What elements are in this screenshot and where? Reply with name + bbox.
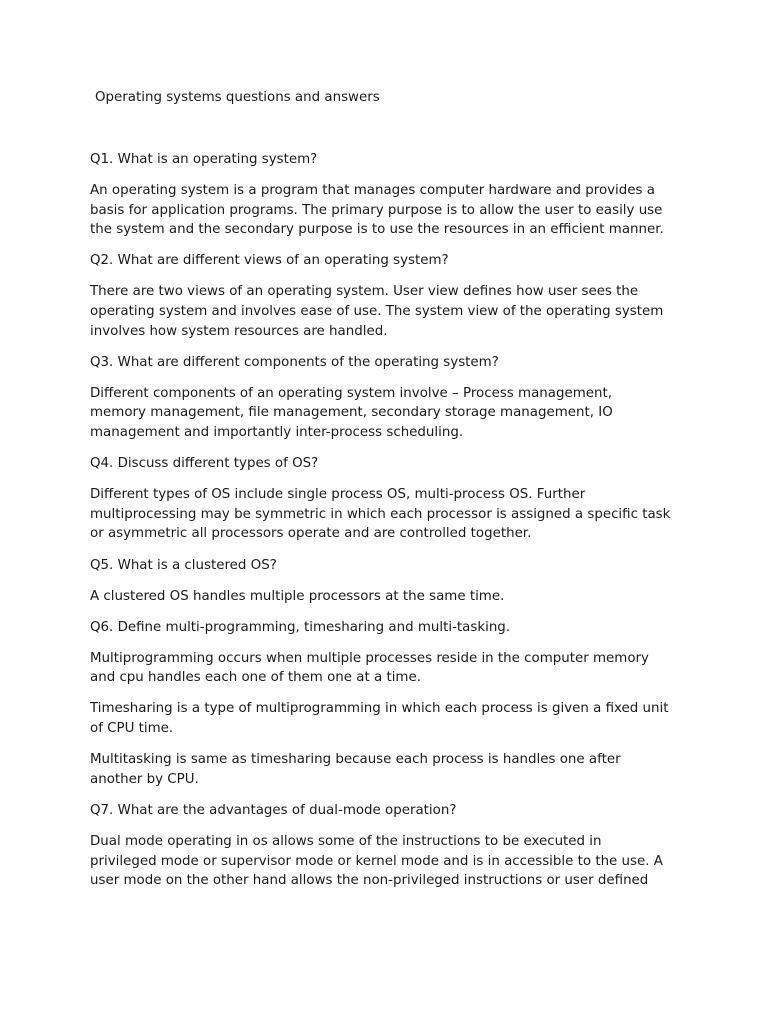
answer-line: basis for application programs. The primary purpose is to allow the user to easily use bbox=[90, 202, 663, 218]
answer-paragraph bbox=[90, 282, 690, 341]
question-q3: Q3. What are different components of the operating system? bbox=[90, 354, 499, 370]
answer-line: Timesharing is a type of multiprogramming in which each process is given a fixed unit bbox=[90, 701, 669, 717]
answer-line: involves how system resources are handled. bbox=[90, 323, 388, 339]
answer-line: An operating system is a program that manages computer hardware and provides a bbox=[90, 183, 655, 199]
answer-line: user mode on the other hand allows the non-privileged instructions or user defined bbox=[90, 873, 649, 889]
answer-paragraph bbox=[90, 832, 690, 891]
answer-line: privileged mode or supervisor mode or kernel mode and is in accessible to the use. A bbox=[90, 853, 663, 869]
answer-paragraph bbox=[90, 181, 690, 240]
document-title: Operating systems questions and answers bbox=[95, 90, 380, 105]
answer-line: and cpu handles each one of them one at a time. bbox=[90, 670, 421, 686]
answer-line: of CPU time. bbox=[90, 721, 174, 737]
answer-line: Multiprogramming occurs when multiple processes reside in the computer memory bbox=[90, 650, 649, 666]
answer-line: A clustered OS handles multiple processors at the same time. bbox=[90, 588, 505, 604]
answer-line: operating system and involves ease of use. The system view of the operating system bbox=[90, 304, 664, 320]
answer-line: Different types of OS include single process OS, multi-process OS. Further bbox=[90, 487, 586, 503]
answer-line: management and importantly inter-process scheduling. bbox=[90, 425, 464, 441]
answer-line: Different components of an operating system involve – Process management, bbox=[90, 385, 612, 401]
answer-paragraph bbox=[90, 750, 690, 789]
answer-line: Multitasking is same as timesharing because each process is handles one after bbox=[90, 752, 621, 768]
question-q1: Q1. What is an operating system? bbox=[90, 152, 318, 167]
answer-line: another by CPU. bbox=[90, 771, 199, 787]
answer-line: multiprocessing may be symmetric in which each processor is assigned a specific task bbox=[90, 506, 671, 522]
answer-line: the system and the secondary purpose is to use the resources in an efficient manner. bbox=[90, 222, 664, 238]
answer-paragraph bbox=[90, 587, 690, 607]
question-q2: Q2. What are different views of an operating system? bbox=[90, 253, 449, 269]
question-q4: Q4. Discuss different types of OS? bbox=[90, 456, 319, 472]
question-q5: Q5. What is a clustered OS? bbox=[90, 557, 277, 573]
answer-line: Dual mode operating in os allows some of the instructions to be executed in bbox=[90, 833, 602, 849]
question-q7: Q7. What are the advantages of dual-mode operation? bbox=[90, 802, 457, 818]
answer-paragraph bbox=[90, 384, 690, 443]
answer-paragraph bbox=[90, 485, 690, 544]
answer-paragraph bbox=[90, 649, 690, 688]
answer-paragraph bbox=[90, 699, 690, 738]
document-body bbox=[90, 150, 690, 902]
answer-line: memory management, file management, secondary storage management, IO bbox=[90, 405, 613, 421]
question-q6: Q6. Define multi-programming, timesharing and multi-tasking. bbox=[90, 619, 511, 635]
answer-line: or asymmetric all processors operate and are controlled together. bbox=[90, 526, 532, 542]
answer-line: There are two views of an operating system. User view defines how user sees the bbox=[90, 284, 639, 300]
